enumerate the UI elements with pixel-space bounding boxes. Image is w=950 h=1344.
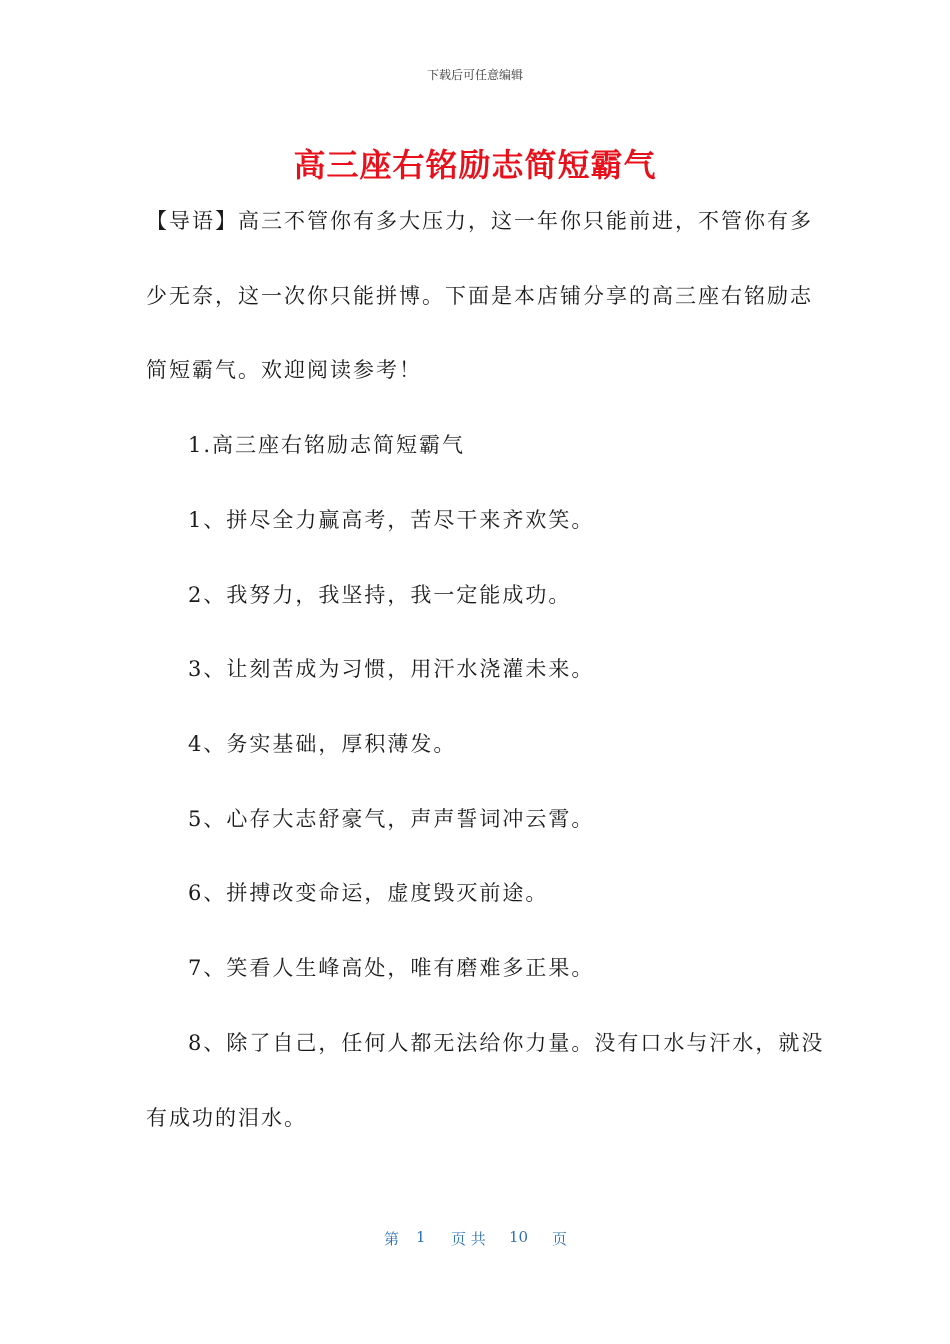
document-title: 高三座右铭励志简短霸气	[293, 146, 657, 184]
footer-di: 第	[384, 1230, 400, 1248]
list-item-continuation: 有成功的泪水。	[146, 1106, 307, 1130]
list-item: 1、拼尽全力赢高考，苦尽干来齐欢笑。	[188, 508, 595, 532]
intro-line-3: 简短霸气。欢迎阅读参考！	[146, 358, 422, 382]
footer-page-number: 1	[416, 1228, 426, 1246]
list-item: 5、心存大志舒豪气，声声誓词冲云霄。	[188, 807, 595, 831]
footer-total-pages: 10	[509, 1228, 529, 1246]
footer-ye-gong: 页 共	[451, 1230, 486, 1248]
footer-ye: 页	[552, 1230, 568, 1248]
list-item: 7、笑看人生峰高处，唯有磨难多正果。	[188, 956, 595, 980]
list-item: 2、我努力，我坚持，我一定能成功。	[188, 583, 572, 607]
list-item: 6、拼搏改变命运，虚度毁灭前途。	[188, 881, 549, 905]
list-item: 8、除了自己，任何人都无法给你力量。没有口水与汗水，就没	[188, 1031, 825, 1055]
intro-line-2: 少无奈，这一次你只能拼博。下面是本店铺分享的高三座右铭励志	[146, 284, 813, 308]
list-item: 4、务实基础，厚积薄发。	[188, 732, 457, 756]
list-item: 3、让刻苦成为习惯，用汗水浇灌未来。	[188, 657, 595, 681]
section-heading: 1.高三座右铭励志简短霸气	[188, 433, 466, 457]
header-note: 下载后可任意编辑	[426, 68, 523, 82]
intro-line-1: 【导语】高三不管你有多大压力，这一年你只能前进，不管你有多	[146, 209, 813, 233]
